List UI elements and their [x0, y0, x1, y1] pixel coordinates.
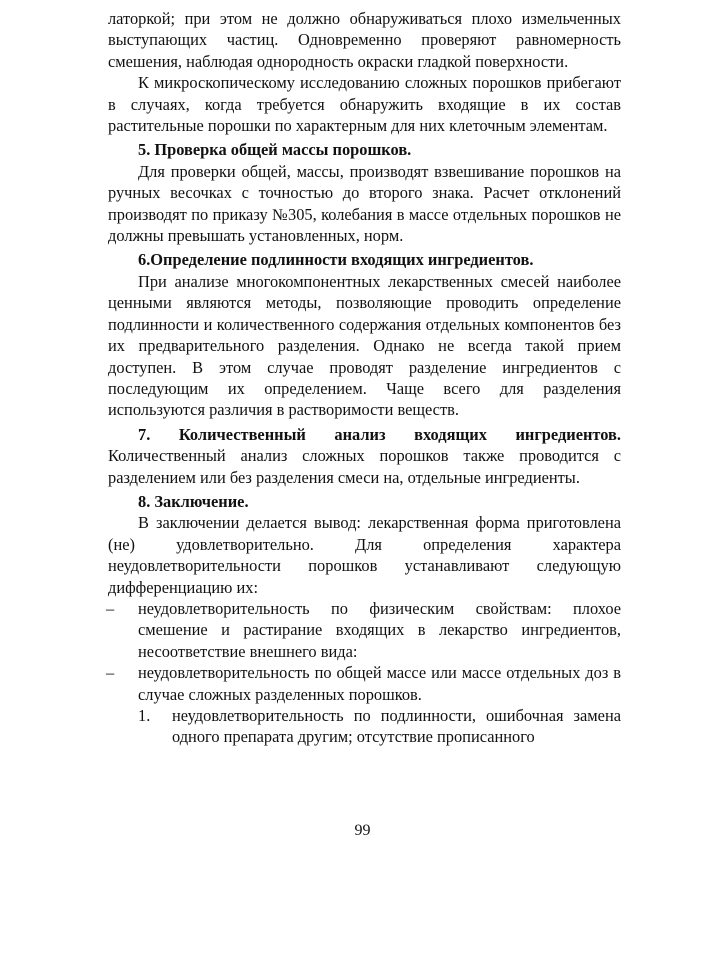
list-item-text: неудовлетворительность по физическим свойствам: плохое смешение и растирание входящих в лекарство ингредиентов, несоответствие внешнего вида: — [138, 598, 621, 661]
heading-section-6: 6.Определение подлинности входящих ингредиентов. — [138, 250, 534, 270]
list-item — [108, 662, 621, 705]
numbered-list-item-text: неудовлетворительность по подлинности, ошибочная замена одного препарата другим; отсутствие прописанного — [172, 706, 621, 747]
list-item — [108, 598, 621, 662]
numbered-list-item — [108, 705, 621, 748]
paragraph-mass-check: Для проверки общей, массы, производят взвешивание порошков на ручных весочках с точностью до второго знака. Расчет отклонений производят по приказу №305, колебания в массе отдельных порошков не должны превышать установленных, норм. — [108, 161, 621, 246]
paragraph-quantitative — [108, 424, 621, 488]
page-body — [108, 8, 621, 748]
heading-section-5: 5. Проверка общей массы порошков. — [138, 140, 412, 160]
page-number: 99 — [354, 822, 371, 839]
heading-section-8: 8. Заключение. — [138, 491, 249, 511]
paragraph-microscopy: К микроскопическому исследованию сложных порошков прибегают в случаях, когда требуется обнаружить входящие в их состав растительные порошки по характерным для них клеточным элементам. — [108, 73, 621, 136]
paragraph-conclusion: В заключении делается вывод: лекарственная форма приготовлена (не) удовлетворительно. Для определения характера неудовлетворительности порошков устанавливают следующую дифференциацию их: — [108, 513, 621, 597]
paragraph-quantitative-text: Количественный анализ сложных порошков также проводится с разделением или без разделения смеси на, отдельные ингредиенты. — [108, 446, 621, 487]
heading-section-7: 7. Количественный анализ входящих ингредиентов. — [138, 424, 621, 444]
list-dash-marker: – — [106, 663, 115, 683]
list-dash-marker: – — [106, 598, 115, 618]
list-item-text: неудовлетворительность по общей массе или массе отдельных доз в случае сложных разделенных порошков. — [138, 663, 621, 704]
paragraph-authenticity: При анализе многокомпонентных лекарственных смесей наиболее ценными являются методы, позволяющие проводить определение подлинности и количественного содержания отдельных компонентов без их предварительного разделения. Однако не всегда такой прием доступен. В этом случае проводят разделение ингредиентов с последующим их определением. Чаще всего для разделения используются различия в растворимости веществ. — [108, 271, 621, 420]
paragraph-continuation: латоркой; при этом не должно обнаруживаться плохо измельченных выступающих частиц. Одновременно проверяют равномерность смешения, наблюдая однородность окраски гладкой поверхности. — [108, 9, 621, 71]
list-number-marker: 1. — [138, 706, 151, 725]
